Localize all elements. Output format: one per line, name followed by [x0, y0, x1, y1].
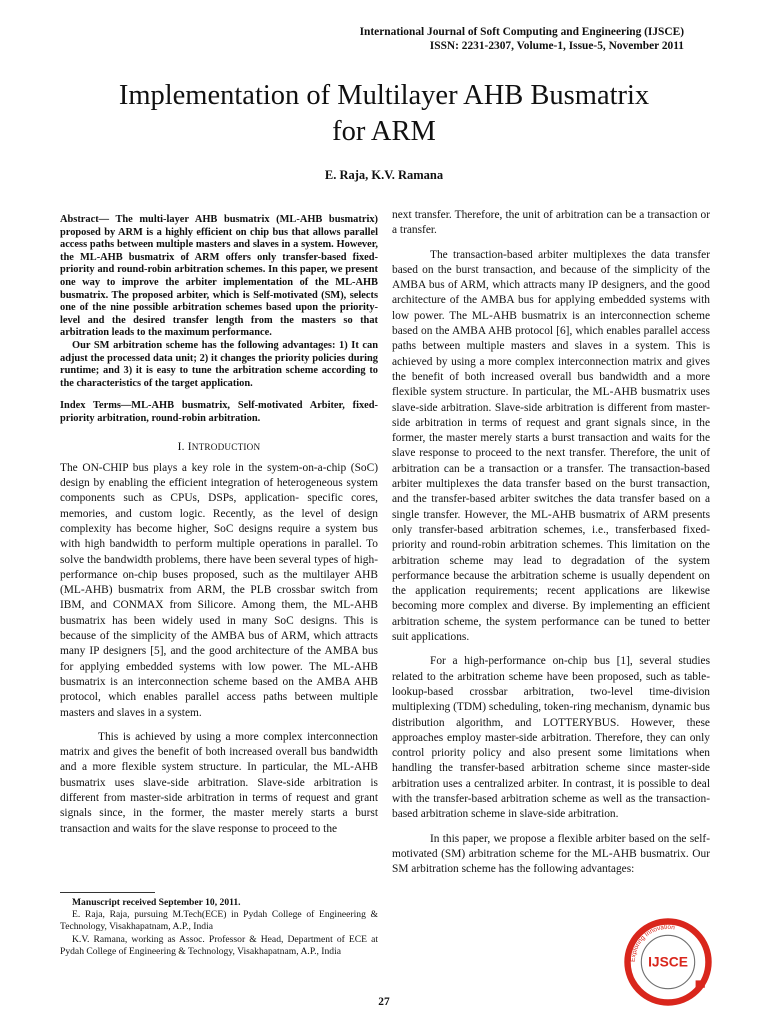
right-paragraph-1: next transfer. Therefore, the unit of arbitration can be a transaction or a transfer.: [392, 209, 710, 237]
section-title-rest: NTRODUCTION: [191, 441, 261, 452]
right-paragraph-2: The transaction-based arbiter multiplexes the data transfer based on the burst transaction, and because of the simplicity of the AMBA bus of ARM, which attracts many IP designers, and the good architecture of the AMBA bus for applying embedded systems with low power. The ML-AHB busmatrix is an interconnection scheme based on the AMBA AHB protocol [6], which enables parallel access paths between multiple masters and slaves in a system. This is achieved by using a more complex interconnection matrix and gives the benefit of both increased overall bus bandwidth and a more flexible system structure. In particular, the ML-AHB busmatrix uses slave-side arbitration. Slave-side arbitration is different from master-side arbitration in terms of request and grant signals since, in the former, the master merely starts a burst transaction and waits for the slave response to proceed to the next transfer. Therefore, the unit of arbitration can be a transaction or a transfer. The transaction-based arbiter multiplexes the data transfer based on the burst transaction, and the transfer-based arbiter switches the data transfer based on a single transfer. However, the ML-AHB busmatrix of ARM presents only transfer-based arbitration schemes, i.e., transferbased fixed-priority and round-robin arbitration schemes. This limitation on the arbitration scheme may lead to degradation of the system performance because the arbitration scheme is usually dependent on the application requirements; recent applications are likewise becoming more complex and diverse. By implementing an efficient arbitration scheme, the system performance can be tuned to better suit applications.: [392, 248, 710, 644]
abstract-paragraph-2: Our SM arbitration scheme has the following advantages: 1) It can adjust the processed data unit; 2) it changes the priority policies during runtime; and 3) it is easy to tune the arbitration scheme according to the characteristics of the target application.: [60, 339, 378, 389]
journal-name: International Journal of Soft Computing and Engineering (IJSCE): [359, 26, 684, 38]
journal-header: [360, 25, 684, 53]
intro-paragraph-1: The ON-CHIP bus plays a key role in the system-on-a-chip (SoC) design by enabling the efficient integration of heterogeneous system components such as CPUs, DSPs, application- specific cores, memories, and custom logic. Recently, as the level of design complexity has become higher, SoC designs require a system bus with high bandwidth to perform multiple operations in parallel. To solve the bandwidth problems, there have been several types of high-performance on-chip buses proposed, such as the multilayer AHB (ML-AHB) busmatrix from ARM, the PLB crossbar switch from IBM, and CONMAX from Silicore. Among them, the ML-AHB busmatrix has been widely used in many SoC designs. This is because of the simplicity of the AMBA bus of ARM, which attracts many IP designers [5], and the good architecture of the AMBA bus for applying embedded systems with low power. The ML-AHB busmatrix is an interconnection scheme based on the AMBA AHB protocol, which enables parallel access paths between multiple masters and slaves in a system.: [60, 461, 378, 719]
logo-ring-text: Exploring Innovation: [629, 923, 676, 963]
ijsce-logo: [622, 916, 714, 1008]
section-number: I.: [177, 440, 185, 453]
right-paragraph-3: For a high-performance on-chip bus [1], several studies related to the arbitration scheme have been proposed, such as table-lookup-based crossbar arbitration, two-level time-division multiplexing (TDM) scheduling, token-ring mechanism, dynamic bus distribution algorithm, and LOTTERYBUS. However, these approaches employ master-side arbitration. Therefore, they can only control priority policy and also present some limitations when handling the transfer-based arbitration scheme since master-side arbitration uses a centralized arbiter. In contrast, it is possible to deal with the transfer-based arbitration scheme as well as the transaction- based arbitration scheme in slave-side arbitration.: [392, 655, 710, 821]
section-title-initial: I: [187, 440, 192, 453]
section-heading: [60, 440, 378, 455]
right-column: [392, 208, 710, 877]
footnote-rule: [60, 892, 155, 893]
logo-text: IJSCE: [648, 954, 688, 970]
footnotes: [60, 892, 378, 958]
page-number: 27: [378, 996, 390, 1008]
paper-authors: E. Raja, K.V. Ramana: [324, 168, 444, 182]
intro-paragraph-2: This is achieved by using a more complex interconnection matrix and gives the benefit of both increased overall bus bandwidth and a more flexible system structure. In particular, the ML-AHB busmatrix uses slave-side arbitration. Slave-side arbitration is different from master-side arbitration in terms of request and grant signals since, in the former, the master merely starts a burst transaction and waits for the slave response to proceed to the: [60, 730, 378, 835]
logo-accent-block: [696, 980, 705, 987]
footnote-received: Manuscript received September 10, 2011.: [72, 897, 241, 908]
left-column: [60, 208, 378, 837]
index-terms: Index Terms—ML-AHB busmatrix, Self-motivated Arbiter, fixed-priority arbitration, round-robin arbitration.: [60, 400, 378, 424]
right-paragraph-4: In this paper, we propose a flexible arbiter based on the self-motivated (SM) arbitration scheme for the ML-AHB busmatrix. Our SM arbitration scheme has the following advantages:: [392, 832, 710, 876]
abstract-paragraph-1: Abstract— The multi-layer AHB busmatrix (ML-AHB busmatrix) proposed by ARM is a highly efficient on chip bus that allows parallel access paths between multiple masters and slaves in a system. However, the ML-AHB busmatrix of ARM offers only transfer-based fixed-priority and round-robin arbitration schemes. In this paper, we present one way to improve the arbiter implementation of the ML-AHB busmatrix. The proposed arbiter, which is Self-motivated (SM), selects one of the nine possible arbitration schemes based upon the priority-level and the desired transfer length from the masters so that arbitration leads to the maximum performance.: [60, 214, 378, 339]
paper-title-line1: Implementation of Multilayer AHB Busmatrix: [118, 80, 650, 111]
paper-title-line2: for ARM: [332, 116, 436, 147]
journal-issn: ISSN: 2231-2307, Volume-1, Issue-5, November 2011: [429, 40, 684, 52]
footnote-author-1: E. Raja, Raja, pursuing M.Tech(ECE) in Pydah College of Engineering & Technology, Visakhapatnam, A.P., India: [60, 909, 378, 933]
paper-title: [40, 78, 728, 150]
footnote-author-2: K.V. Ramana, working as Assoc. Professor & Head, Department of ECE at Pydah College of Engineering & Technology, Visakhapatnam, A.P., India: [60, 933, 378, 957]
